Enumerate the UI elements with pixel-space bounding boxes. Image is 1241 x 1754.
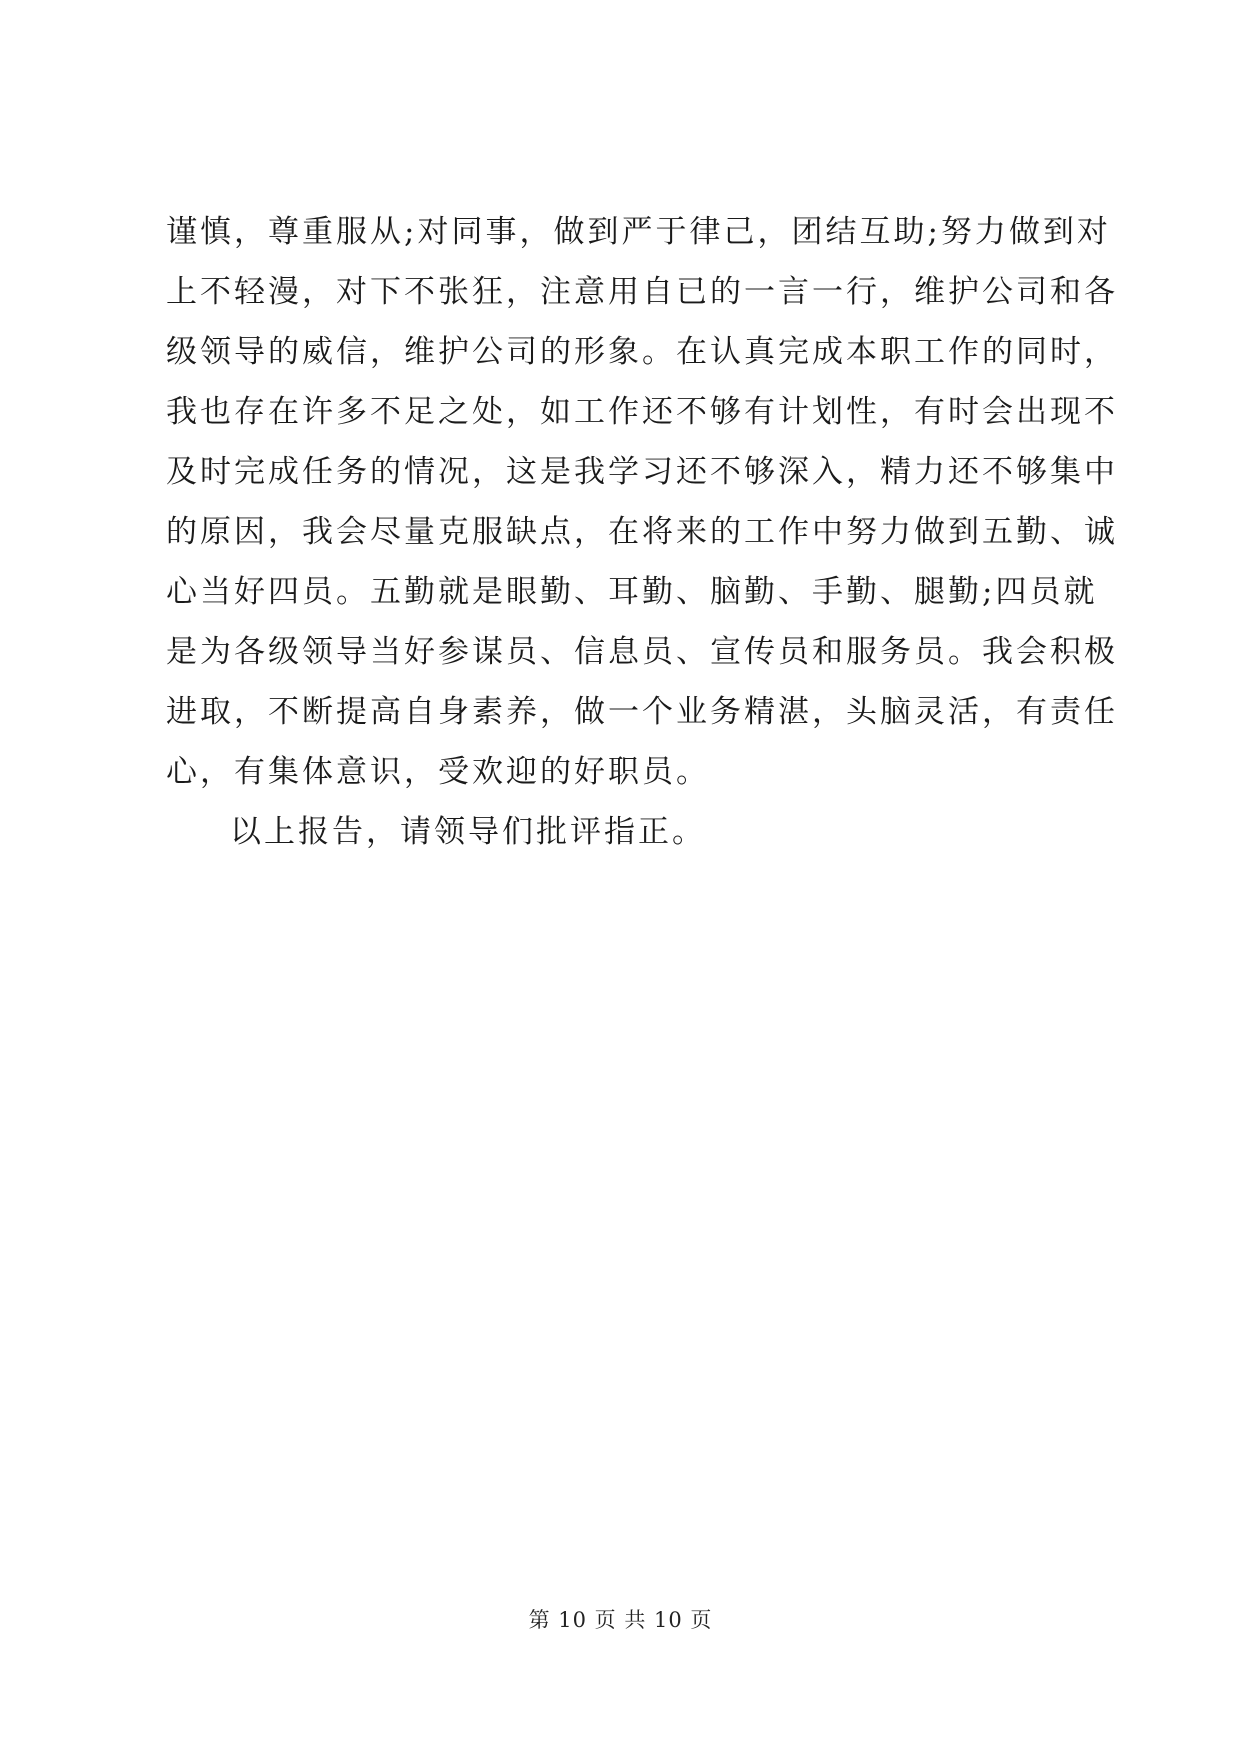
body-text-line: 心当好四员。五勤就是眼勤、耳勤、脑勤、手勤、腿勤;四员就 xyxy=(166,574,1098,610)
closing-paragraph: 以上报告，请领导们批评指正。 xyxy=(230,814,706,850)
body-text-line: 心，有集体意识，受欢迎的好职员。 xyxy=(166,754,710,790)
body-text-line: 上不轻漫，对下不张狂，注意用自已的一言一行，维护公司和各 xyxy=(166,274,1118,310)
body-text-line: 是为各级领导当好参谋员、信息员、宣传员和服务员。我会积极 xyxy=(166,634,1118,670)
body-text-line: 进取，不断提高自身素养，做一个业务精湛，头脑灵活，有责任 xyxy=(166,694,1118,730)
body-text-line: 谨慎，尊重服从;对同事，做到严于律己，团结互助;努力做到对 xyxy=(166,214,1111,250)
body-text-line: 及时完成任务的情况，这是我学习还不够深入，精力还不够集中 xyxy=(166,454,1118,490)
body-text-line: 级领导的威信，维护公司的形象。在认真完成本职工作的同时， xyxy=(166,334,1118,370)
body-text-line: 的原因，我会尽量克服缺点，在将来的工作中努力做到五勤、诚 xyxy=(166,514,1118,550)
body-text-line: 我也存在许多不足之处，如工作还不够有计划性，有时会出现不 xyxy=(166,394,1118,430)
page-footer: 第 10 页 共 10 页 xyxy=(528,1608,713,1632)
